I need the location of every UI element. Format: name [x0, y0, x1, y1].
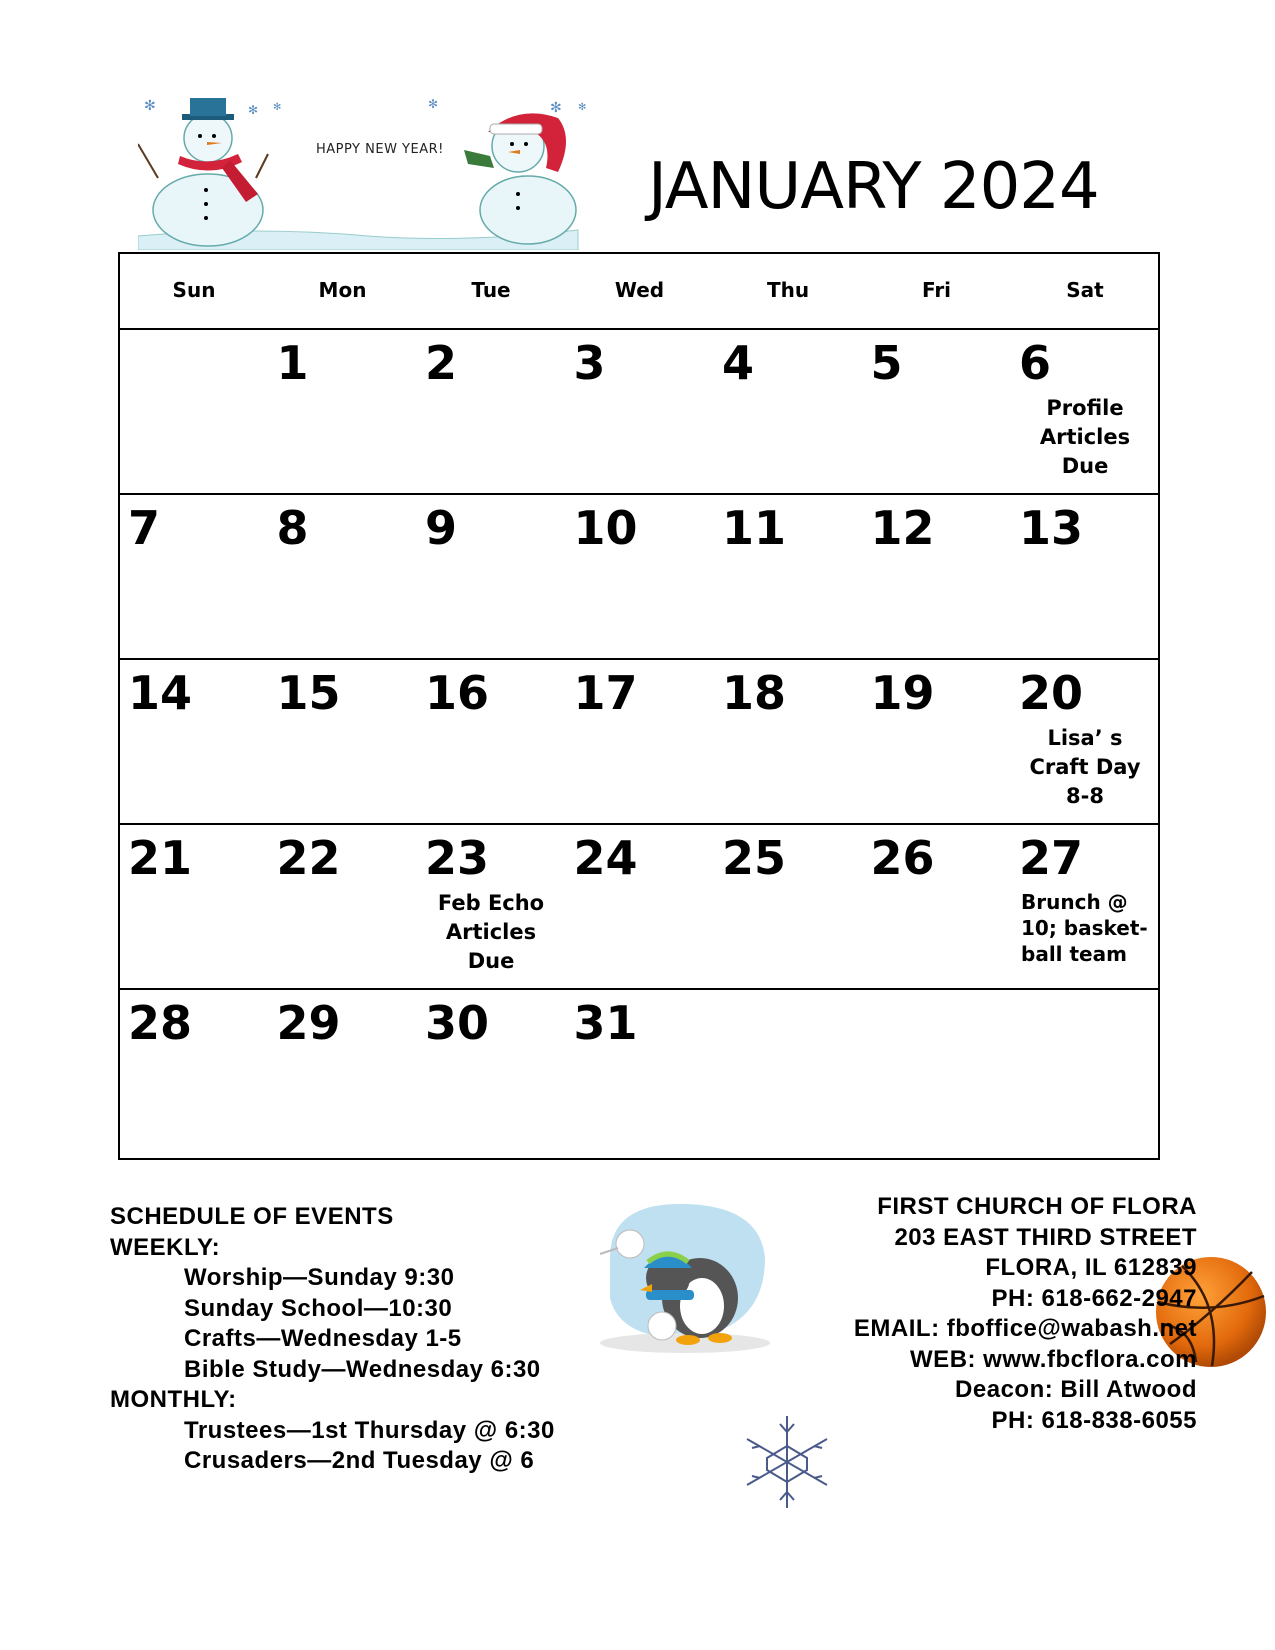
schedule-of-events — [110, 1202, 555, 1477]
day-of-week-tue: Tue — [471, 278, 511, 302]
day-number: 29 — [276, 996, 341, 1050]
calendar-day-cell — [566, 330, 714, 493]
day-of-week-thu: Thu — [766, 278, 810, 302]
monthly-item: Trustees—1st Thursday @ 6:30 — [184, 1416, 555, 1444]
church-email: EMAIL: fboffice@wabash.net — [853, 1315, 1197, 1342]
day-number: 11 — [722, 501, 787, 555]
day-number: 20 — [1019, 666, 1084, 720]
calendar-day-cell — [1011, 495, 1159, 658]
weekly-item: Worship—Sunday 9:30 — [184, 1264, 455, 1291]
church-name: FIRST CHURCH OF FLORA — [877, 1193, 1197, 1220]
calendar-week — [120, 990, 1158, 1155]
calendar-day-cell — [566, 825, 714, 988]
greeting-text: HAPPY NEW YEAR! — [316, 142, 444, 157]
calendar-day-cell — [1011, 825, 1159, 988]
calendar-day-cell — [417, 660, 565, 823]
day-of-week-fri: Fri — [921, 278, 952, 302]
day-number: 31 — [573, 996, 638, 1050]
event-note-line: 10; basket- — [1021, 916, 1148, 940]
calendar-day-cell — [417, 825, 565, 988]
day-number: 21 — [128, 831, 193, 885]
event-note-line: 8-8 — [1066, 784, 1104, 808]
day-number: 14 — [128, 666, 193, 720]
event-note-line: Brunch @ — [1021, 890, 1128, 914]
calendar-day-cell — [566, 495, 714, 658]
church-street: 203 EAST THIRD STREET — [894, 1223, 1197, 1251]
calendar-day-cell — [1011, 990, 1159, 1153]
calendar-day-cell — [566, 990, 714, 1153]
weekly-item: Crafts—Wednesday 1-5 — [184, 1325, 462, 1352]
day-number: 28 — [128, 996, 193, 1050]
calendar-day-cell — [863, 825, 1011, 988]
day-number: 1 — [276, 336, 309, 390]
calendar-day-cell — [269, 990, 417, 1153]
calendar-day-cell — [863, 990, 1011, 1153]
day-number: 18 — [722, 666, 787, 720]
calendar-week — [120, 495, 1158, 660]
day-number: 25 — [722, 831, 787, 885]
event-note-line: Feb Echo — [437, 891, 545, 915]
day-number: 8 — [276, 501, 309, 555]
calendar-day-cell — [417, 495, 565, 658]
calendar-week — [120, 660, 1158, 825]
calendar-day-cell — [1011, 660, 1159, 823]
day-number: 3 — [573, 336, 606, 390]
penguin-icon — [590, 1198, 775, 1358]
svg-text:✻: ✻ — [248, 103, 259, 117]
day-of-week-mon: Mon — [318, 278, 367, 302]
day-number: 23 — [425, 831, 490, 885]
calendar-day-cell — [120, 660, 268, 823]
calendar-day-cell — [714, 660, 862, 823]
calendar-day-cell — [1011, 330, 1159, 493]
event-note-line: Due — [1061, 454, 1109, 478]
day-number: 27 — [1019, 831, 1084, 885]
snowmen-illustration — [138, 98, 600, 250]
event-note-line: Lisa’ s — [1047, 726, 1123, 750]
day-number: 12 — [870, 501, 935, 555]
day-number: 17 — [573, 666, 638, 720]
calendar-day-cell — [269, 330, 417, 493]
calendar-day-cell — [714, 330, 862, 493]
calendar-day-cell — [120, 990, 268, 1153]
event-note-line: Due — [467, 949, 515, 973]
event-note-line: Articles — [1039, 425, 1131, 449]
church-web: WEB: www.fbcflora.com — [910, 1345, 1197, 1373]
calendar-day-cell — [863, 495, 1011, 658]
day-number: 2 — [425, 336, 458, 390]
church-city: FLORA, IL 612839 — [985, 1254, 1197, 1281]
calendar-day-cell — [269, 660, 417, 823]
schedule-heading: SCHEDULE OF EVENTS — [110, 1203, 394, 1230]
day-number: 7 — [128, 501, 161, 555]
weekly-label: WEEKLY: — [110, 1233, 221, 1261]
svg-text:✻: ✻ — [578, 102, 587, 113]
day-number: 26 — [870, 831, 935, 885]
calendar-grid — [118, 252, 1160, 1160]
day-number: 13 — [1019, 501, 1084, 555]
calendar-day-cell — [863, 660, 1011, 823]
day-number: 30 — [425, 996, 490, 1050]
day-number: 22 — [276, 831, 341, 885]
event-note-line: ball team — [1021, 942, 1127, 966]
calendar-day-cell — [417, 330, 565, 493]
event-note-line: Craft Day — [1029, 755, 1141, 779]
calendar-day-cell — [714, 825, 862, 988]
deacon-phone: PH: 618-838-6055 — [991, 1406, 1197, 1434]
day-number: 9 — [425, 501, 458, 555]
event-note-line: Articles — [445, 920, 537, 944]
calendar-day-cell — [863, 330, 1011, 493]
monthly-label: MONTHLY: — [110, 1386, 237, 1413]
calendar-day-cell — [120, 495, 268, 658]
day-of-week-sun: Sun — [172, 278, 216, 302]
calendar-day-cell — [714, 990, 862, 1153]
day-of-week-sat: Sat — [1066, 278, 1104, 302]
month-title: JANUARY 2024 — [648, 150, 1099, 224]
deacon: Deacon: Bill Atwood — [955, 1376, 1197, 1403]
calendar-day-cell — [714, 495, 862, 658]
calendar-day-cell — [269, 495, 417, 658]
event-note-line: Profile — [1046, 396, 1124, 420]
svg-text:✻: ✻ — [273, 102, 282, 113]
day-of-week-wed: Wed — [614, 278, 665, 302]
calendar-day-cell — [120, 330, 268, 493]
snowflake-icon — [730, 1412, 845, 1512]
church-contact-info — [854, 1192, 1197, 1436]
day-number: 15 — [276, 666, 341, 720]
calendar-week — [120, 330, 1158, 495]
snowmen-banner — [138, 98, 600, 250]
calendar-day-cell — [417, 990, 565, 1153]
day-number: 19 — [870, 666, 935, 720]
weekly-item: Bible Study—Wednesday 6:30 — [184, 1355, 541, 1383]
day-number: 16 — [425, 666, 490, 720]
monthly-item: Crusaders—2nd Tuesday @ 6 — [184, 1447, 535, 1474]
day-number: 4 — [722, 336, 755, 390]
svg-text:✻: ✻ — [550, 100, 562, 116]
weekly-item: Sunday School—10:30 — [184, 1294, 453, 1322]
calendar-day-cell — [566, 660, 714, 823]
day-of-week-header — [120, 254, 1158, 330]
day-number: 5 — [870, 336, 903, 390]
church-phone: PH: 618-662-2947 — [991, 1284, 1197, 1312]
day-number: 10 — [573, 501, 638, 555]
svg-text:✻: ✻ — [144, 98, 156, 114]
calendar-week — [120, 825, 1158, 990]
calendar-day-cell — [120, 825, 268, 988]
day-number: 24 — [573, 831, 638, 885]
day-number: 6 — [1019, 336, 1052, 390]
svg-text:✻: ✻ — [428, 98, 439, 111]
calendar-day-cell — [269, 825, 417, 988]
